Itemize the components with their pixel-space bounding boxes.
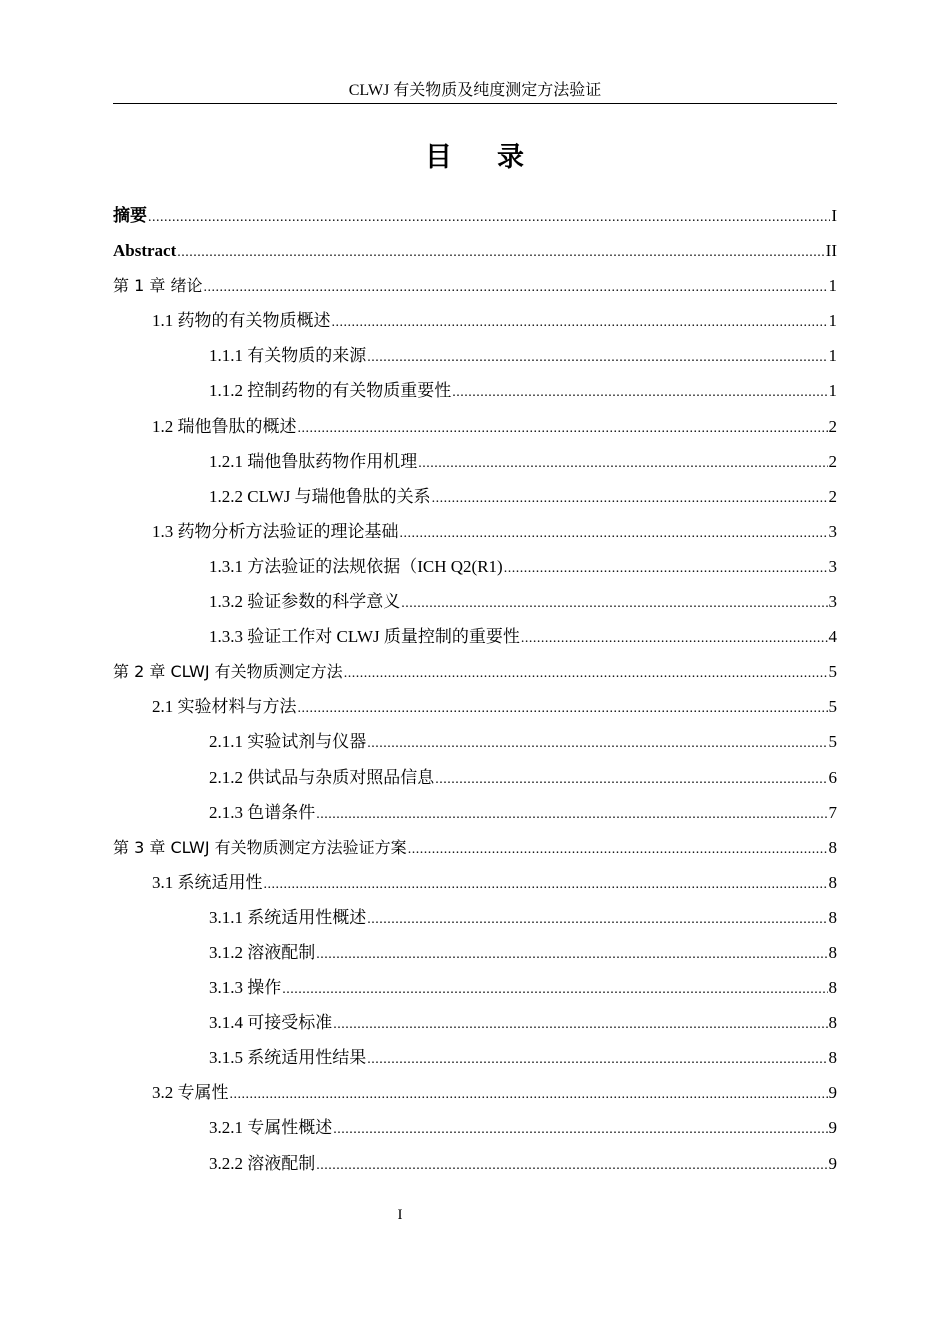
- toc-leader-dots: [367, 726, 827, 761]
- toc-entry-label: 3.2 专属性: [152, 1083, 229, 1103]
- toc-entry-page: 8: [828, 1048, 837, 1068]
- toc-entry-label: 1.1.2 控制药物的有关物质重要性: [209, 381, 452, 401]
- toc-entry[interactable]: [113, 268, 837, 303]
- toc-entry[interactable]: [113, 970, 837, 1005]
- toc-leader-dots: [521, 621, 828, 656]
- toc-entry-label: 1.1.1 有关物质的来源: [209, 346, 367, 366]
- toc-entry[interactable]: [113, 584, 837, 619]
- toc-entry-page: 1: [828, 346, 837, 366]
- toc-entry[interactable]: [113, 1075, 837, 1110]
- toc-entry-label: 1.3.3 验证工作对 CLWJ 质量控制的重要性: [209, 627, 520, 647]
- toc-entry[interactable]: [113, 549, 837, 584]
- toc-entry-page: 2: [828, 416, 837, 436]
- toc-entry[interactable]: [113, 900, 837, 935]
- toc-entry-label: 2.1.2 供试品与杂质对照品信息: [209, 767, 435, 787]
- toc-leader-dots: [401, 586, 827, 621]
- toc-leader-dots: [298, 411, 828, 446]
- toc-entry-label: 1.1 药物的有关物质概述: [152, 311, 331, 331]
- toc-leader-dots: [332, 305, 828, 340]
- toc-entry-page: 8: [828, 872, 837, 892]
- toc-entry-page: II: [825, 241, 837, 261]
- toc-entry-label: Abstract: [113, 241, 177, 261]
- toc-leader-dots: [230, 1077, 828, 1112]
- toc-entry[interactable]: [113, 1040, 837, 1075]
- toc-entry[interactable]: [113, 795, 837, 830]
- toc-entry-page: I: [831, 206, 837, 225]
- toc-leader-dots: [400, 516, 828, 551]
- toc-entry-label: 2.1 实验材料与方法: [152, 697, 297, 717]
- toc-entry-page: 5: [828, 662, 837, 682]
- toc-entry-page: 3: [828, 521, 837, 541]
- toc-entry-page: 9: [828, 1083, 837, 1103]
- toc-entry-page: 9: [828, 1153, 837, 1173]
- toc-entry-label: 2.1.1 实验试剂与仪器: [209, 732, 367, 752]
- toc-leader-dots: [203, 270, 827, 305]
- toc-entry-label: 3.2.1 专属性概述: [209, 1118, 333, 1138]
- toc-entry-label: 3.2.2 溶液配制: [209, 1153, 316, 1173]
- toc-entry[interactable]: [113, 444, 837, 479]
- toc-entry-page: 7: [828, 802, 837, 822]
- toc-leader-dots: [316, 1148, 827, 1183]
- toc-leader-dots: [333, 1112, 827, 1147]
- toc-entry[interactable]: [113, 338, 837, 373]
- toc-leader-dots: [333, 1007, 827, 1042]
- toc-entry-label: 1.3.2 验证参数的科学意义: [209, 592, 401, 612]
- toc-entry-page: 1: [828, 276, 837, 296]
- toc-entry-label: 3.1.4 可接受标准: [209, 1013, 333, 1033]
- toc-entry[interactable]: [113, 760, 837, 795]
- toc-entry-page: 2: [828, 451, 837, 471]
- toc-entry-page: 8: [828, 907, 837, 927]
- toc-entry-page: 5: [828, 697, 837, 717]
- toc-entry[interactable]: [113, 935, 837, 970]
- toc-leader-dots: [367, 902, 827, 937]
- toc-leader-dots: [452, 375, 827, 410]
- toc-leader-dots: [408, 832, 828, 867]
- toc-entry[interactable]: [113, 1110, 837, 1145]
- toc-entry-page: 8: [828, 942, 837, 962]
- toc-entry[interactable]: [113, 830, 837, 865]
- toc-entry-page: 8: [828, 978, 837, 998]
- toc-entry[interactable]: [113, 1146, 837, 1181]
- toc-entry-label: 3.1 系统适用性: [152, 872, 263, 892]
- toc-leader-dots: [504, 551, 828, 586]
- toc-entry[interactable]: [113, 303, 837, 338]
- running-header-title: CLWJ 有关物质及纯度测定方法验证: [348, 82, 602, 99]
- toc-entry[interactable]: [113, 198, 837, 233]
- toc-title-char-2: 录: [497, 142, 525, 173]
- toc-entry-label: 1.2 瑞他鲁肽的概述: [152, 416, 297, 436]
- toc-entry-page: 5: [828, 732, 837, 752]
- toc-entry[interactable]: [113, 865, 837, 900]
- toc-entry[interactable]: [113, 1005, 837, 1040]
- toc-entry[interactable]: [113, 373, 837, 408]
- toc-leader-dots: [177, 235, 824, 270]
- toc-entry-page: 3: [828, 592, 837, 612]
- toc-entry[interactable]: [113, 233, 837, 268]
- page-footer: [0, 1207, 800, 1224]
- toc-entry[interactable]: [113, 409, 837, 444]
- toc-leader-dots: [435, 762, 827, 797]
- toc-leader-dots: [264, 867, 828, 902]
- toc-title: [113, 138, 837, 178]
- toc-entry-page: 2: [828, 486, 837, 506]
- running-header: [113, 80, 837, 102]
- toc-entry-page: 9: [828, 1118, 837, 1138]
- toc-entry-page: 3: [828, 556, 837, 576]
- toc-entry-label: 第 2 章 CLWJ 有关物质测定方法: [113, 662, 343, 682]
- toc-entry[interactable]: [113, 654, 837, 689]
- toc-leader-dots: [316, 797, 827, 832]
- toc-entry[interactable]: [113, 619, 837, 654]
- toc-leader-dots: [367, 340, 827, 375]
- toc-entry-page: 4: [828, 627, 837, 647]
- toc-entry-label: 3.1.2 溶液配制: [209, 942, 316, 962]
- header-rule: [113, 103, 837, 104]
- toc-entry-label: 摘要: [113, 206, 147, 225]
- toc-leader-dots: [282, 972, 827, 1007]
- toc-leader-dots: [298, 691, 828, 726]
- toc-entry-label: 第 1 章 绪论: [113, 276, 203, 296]
- toc-entry-label: 1.3 药物分析方法验证的理论基础: [152, 521, 399, 541]
- table-of-contents: [113, 198, 837, 1181]
- toc-leader-dots: [367, 1042, 827, 1077]
- toc-entry-label: 1.2.2 CLWJ 与瑞他鲁肽的关系: [209, 486, 431, 506]
- toc-entry[interactable]: [113, 479, 837, 514]
- toc-entry-label: 3.1.5 系统适用性结果: [209, 1048, 367, 1068]
- toc-leader-dots: [344, 656, 828, 691]
- toc-leader-dots: [418, 446, 827, 481]
- footer-page-number: I: [397, 1207, 403, 1223]
- toc-entry-page: 1: [828, 381, 837, 401]
- toc-entry-label: 第 3 章 CLWJ 有关物质测定方法验证方案: [113, 837, 407, 857]
- toc-entry-page: 8: [828, 837, 837, 857]
- toc-entry-label: 3.1.1 系统适用性概述: [209, 907, 367, 927]
- toc-entry[interactable]: [113, 724, 837, 759]
- toc-entry[interactable]: [113, 514, 837, 549]
- toc-leader-dots: [148, 200, 830, 235]
- toc-entry-page: 8: [828, 1013, 837, 1033]
- toc-entry[interactable]: [113, 689, 837, 724]
- toc-title-char-1: 目: [425, 142, 453, 173]
- toc-leader-dots: [432, 481, 828, 516]
- toc-entry-page: 6: [828, 767, 837, 787]
- toc-entry-label: 1.2.1 瑞他鲁肽药物作用机理: [209, 451, 418, 471]
- toc-entry-label: 2.1.3 色谱条件: [209, 802, 316, 822]
- toc-leader-dots: [316, 937, 827, 972]
- toc-entry-label: 3.1.3 操作: [209, 978, 282, 998]
- toc-entry-page: 1: [828, 311, 837, 331]
- toc-entry-label: 1.3.1 方法验证的法规依据（ICH Q2(R1): [209, 556, 503, 576]
